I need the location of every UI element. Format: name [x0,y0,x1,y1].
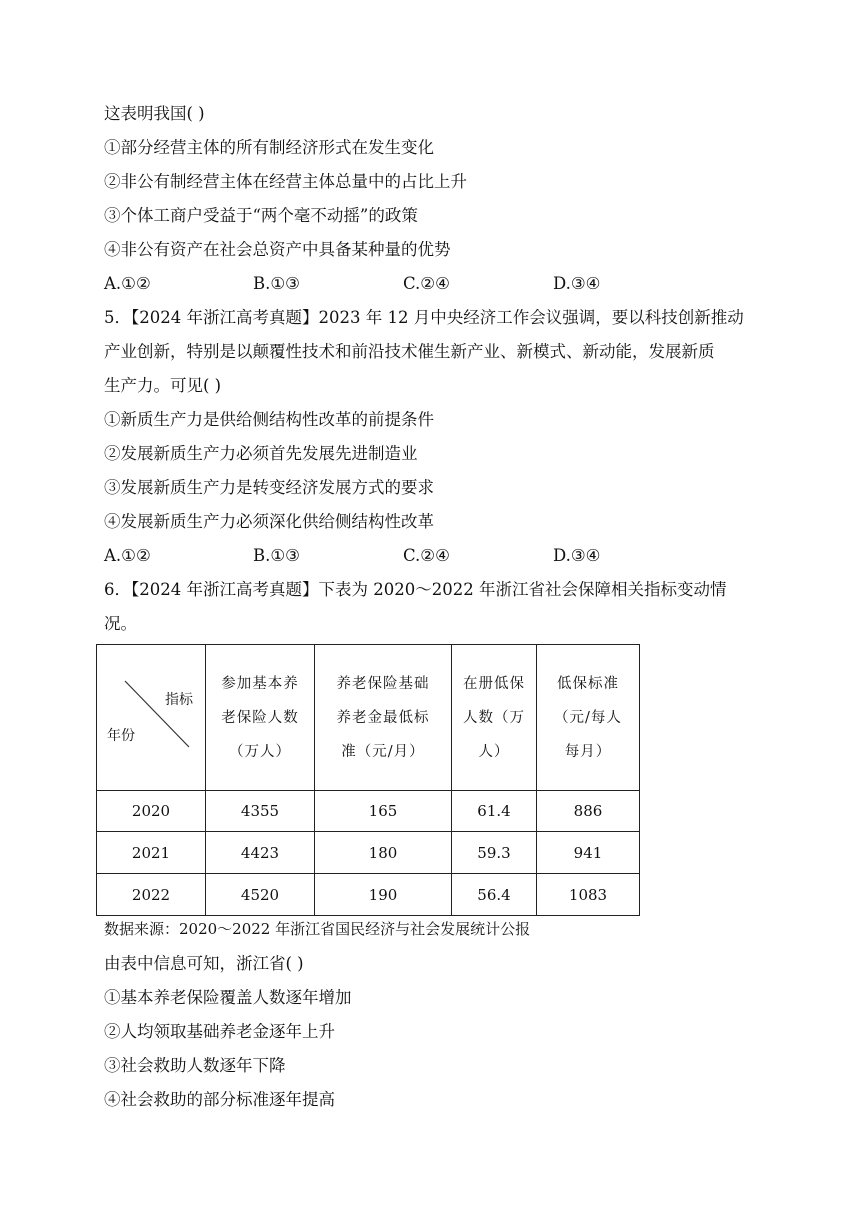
table-header-row [97,645,640,791]
social-security-table [96,644,640,916]
table-header-cell: 参加基本养老保险人数（万人） [206,645,315,791]
table-cell: 4520 [206,874,315,916]
q4-option-c: C.②④ [403,274,450,293]
q5-statement-2: ②发展新质生产力必须首先发展先进制造业 [104,444,418,463]
table-cell: 886 [537,791,640,832]
q4-statement-3: ③个体工商户受益于“两个毫不动摇”的政策 [104,206,418,225]
table-cell: 1083 [537,874,640,916]
q5-option-b: B.①③ [253,546,300,565]
q4-option-a: A.①② [104,274,151,293]
table-cell: 941 [537,832,640,874]
corner-label-indicator: 指标 [165,692,193,708]
table-source-note: 数据来源：2020～2022 年浙江省国民经济与社会发展统计公报 [104,920,531,938]
table-cell: 59.3 [452,832,537,874]
q6-statement-3: ③社会救助人数逐年下降 [104,1056,286,1075]
table-header-cell: 养老保险基础养老金最低标准（元/月） [315,645,452,791]
table-row [97,832,640,874]
q5-option-d: D.③④ [553,546,601,565]
table-cell: 56.4 [452,874,537,916]
q6-statement-2: ②人均领取基础养老金逐年上升 [104,1022,335,1041]
table-cell-year: 2022 [97,874,206,916]
question-6-stem-line-3: 由表中信息可知，浙江省( ) [104,954,304,973]
q4-option-d: D.③④ [553,274,601,293]
q5-option-c: C.②④ [403,546,450,565]
table-cell: 165 [315,791,452,832]
table-cell: 190 [315,874,452,916]
table-cell: 4355 [206,791,315,832]
table-corner-cell [97,645,206,791]
q5-statement-3: ③发展新质生产力是转变经济发展方式的要求 [104,478,434,497]
question-5-stem-line-1: 5．【2024 年浙江高考真题】2023 年 12 月中央经济工作会议强调，要以科技创新推动 [104,308,744,327]
table-row [97,874,640,916]
q6-statement-4: ④社会救助的部分标准逐年提高 [104,1090,335,1109]
table-cell-year: 2021 [97,832,206,874]
question-5-stem-line-3: 生产力。可见( ) [104,376,222,395]
question-6-stem-line-2: 况。 [104,614,137,633]
table-header-cell: 低保标准（元/每人每月） [537,645,640,791]
table-header-cell: 在册低保人数（万人） [452,645,537,791]
question-4-stem: 这表明我国( ) [104,104,205,123]
q4-option-b: B.①③ [253,274,300,293]
q4-statement-4: ④非公有资产在社会总资产中具备某种量的优势 [104,240,451,259]
diagonal-line-icon [97,645,205,791]
table-cell-year: 2020 [97,791,206,832]
table-cell: 4423 [206,832,315,874]
question-6-stem-line-1: 6．【2024 年浙江高考真题】下表为 2020～2022 年浙江省社会保障相关指标变动情 [104,580,727,599]
q4-statement-1: ①部分经营主体的所有制经济形式在发生变化 [104,138,434,157]
table-cell: 61.4 [452,791,537,832]
table-cell: 180 [315,832,452,874]
q6-statement-1: ①基本养老保险覆盖人数逐年增加 [104,988,352,1007]
q5-statement-1: ①新质生产力是供给侧结构性改革的前提条件 [104,410,434,429]
q5-option-a: A.①② [104,546,151,565]
corner-label-year: 年份 [107,728,135,744]
question-5-stem-line-2: 产业创新，特别是以颠覆性技术和前沿技术催生新产业、新模式、新动能，发展新质 [104,342,715,361]
q5-statement-4: ④发展新质生产力必须深化供给侧结构性改革 [104,512,434,531]
q4-statement-2: ②非公有制经营主体在经营主体总量中的占比上升 [104,172,467,191]
table-row [97,791,640,832]
